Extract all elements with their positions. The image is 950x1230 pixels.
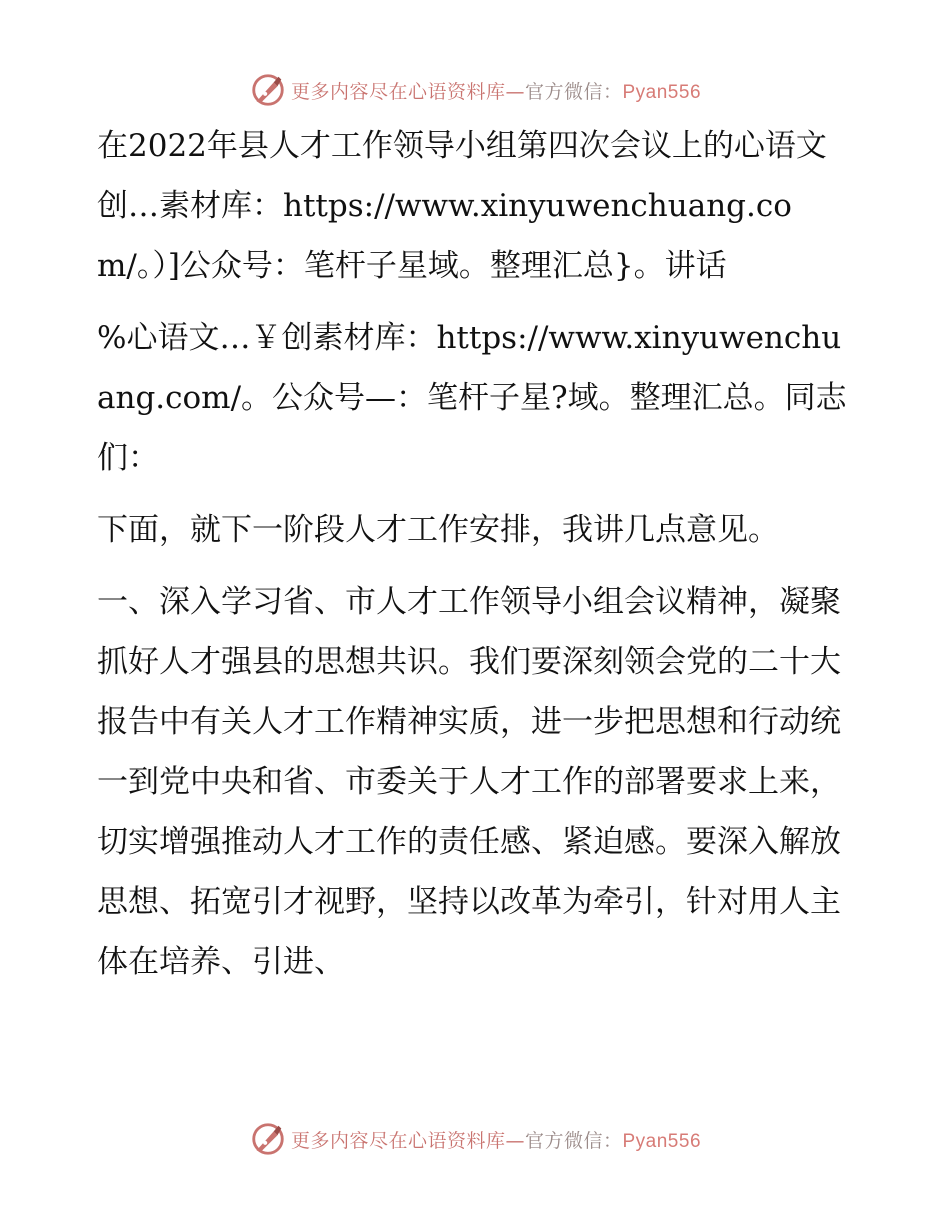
pen-logo-icon	[249, 1120, 287, 1158]
paragraph-section-one: 一、深入学习省、市人才工作领导小组会议精神，凝聚抓好人才强县的思想共识。我们要深刻领会党的二十大报告中有关人才工作精神实质，进一步把思想和行动统一到党中央和省、市委关于人才工作的部署要求上来，切实增强推动人才工作的责任感、紧迫感。要深入解放思想、拓宽引才视野，坚持以改革为牵引，针对用人主体在培养、引进、	[97, 584, 841, 980]
watermark-main: 更多内容尽在心语资料库	[290, 80, 506, 103]
watermark-wechat-id: Pyan556	[622, 81, 702, 103]
watermark-main: 更多内容尽在心语资料库	[290, 1129, 506, 1152]
watermark-dash: —	[505, 1129, 525, 1152]
document-body	[97, 116, 857, 1004]
watermark-dash: —	[505, 80, 525, 103]
paragraph-greeting: %心语文…￥创素材库：https://www.xinyuwenchuang.com/。公众号—：笔杆子星?域。整理汇总。同志们：	[97, 320, 847, 476]
header-watermark-banner	[0, 68, 950, 112]
footer-watermark-banner	[0, 1117, 950, 1161]
pen-logo-icon	[249, 71, 287, 109]
paragraph-intro: 下面，就下一阶段人才工作安排，我讲几点意见。	[97, 512, 779, 548]
watermark-wechat-id: Pyan556	[622, 1130, 702, 1152]
paragraph-title: 在2022年县人才工作领导小组第四次会议上的心语文创…素材库：https://www.xinyuwenchuang.com/。）]公众号：笔杆子星域。整理汇总}。讲话	[97, 128, 827, 284]
watermark-text	[291, 1126, 701, 1153]
watermark-wechat-label: 官方微信：	[524, 80, 623, 103]
watermark-wechat-label: 官方微信：	[524, 1129, 623, 1152]
watermark-text	[291, 77, 701, 104]
